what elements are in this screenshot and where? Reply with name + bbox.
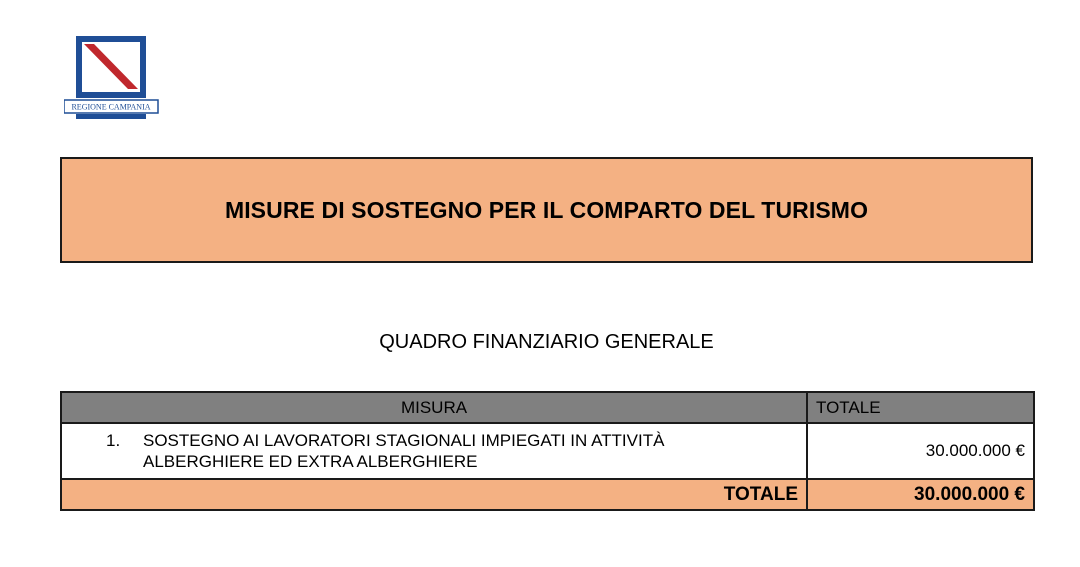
table-row [61, 423, 1034, 479]
title-banner [60, 157, 1033, 263]
document-title: MISURE DI SOSTEGNO PER IL COMPARTO DEL TURISMO [224, 196, 869, 223]
total-value: 30.000.000 € [807, 479, 1034, 510]
column-header-totale: TOTALE [807, 392, 1034, 423]
measure-description [143, 430, 664, 472]
measure-description-cell [61, 423, 807, 479]
financial-table [60, 391, 1035, 511]
table-total-row [61, 479, 1034, 510]
regione-campania-emblem [64, 34, 160, 124]
regione-campania-logo [64, 34, 160, 124]
total-label: TOTALE [61, 479, 807, 510]
measure-number: 1. [106, 431, 121, 450]
measure-description-line: ALBERGHIERE ED EXTRA ALBERGHIERE [143, 452, 478, 471]
table-header-row [61, 392, 1034, 423]
svg-text:REGIONE CAMPANIA: REGIONE CAMPANIA [71, 102, 151, 112]
column-header-misura: MISURA [61, 392, 807, 423]
measure-description-line: SOSTEGNO AI LAVORATORI STAGIONALI IMPIEGATI IN ATTIVITÀ [143, 431, 665, 450]
measure-total: 30.000.000 € [807, 423, 1034, 479]
section-subtitle: QUADRO FINANZIARIO GENERALE [379, 331, 714, 353]
